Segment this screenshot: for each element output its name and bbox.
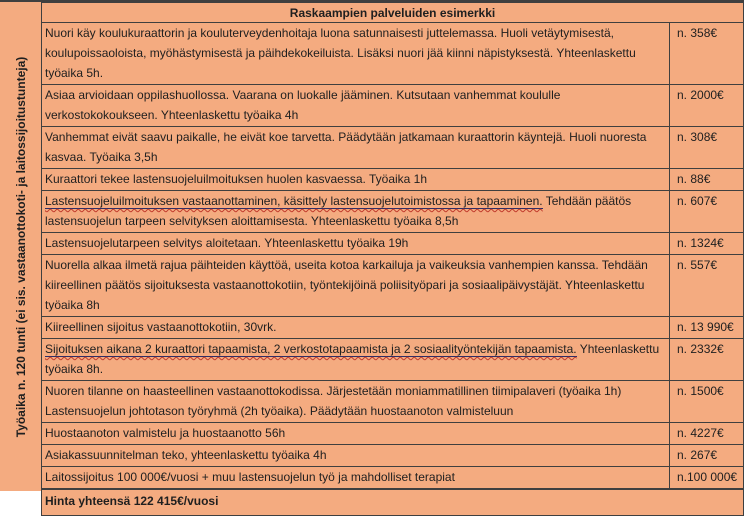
row-description: Lastensuojeluilmoituksen vastaanottaminen, käsittely lastensuojelutoimistossa ja tapaaminen. Tehdään päätös lastensuojelun tarpeen selvityksen aloittamisesta. Yhteenlaskettu työaika 8,5h [42,191,670,233]
table-row [42,467,744,490]
table-row [42,127,744,169]
row-cost: n. 358€ [670,23,744,85]
table-row [42,423,744,445]
table-title: Raskaampien palveluiden esimerkki [42,3,744,23]
row-description: Nuori käy koulukuraattorin ja kouluterveydenhoitaja luona satunnaisesti juttelemassa. Huoli vetäytymisestä, koulupoissaoloista, myöhästymisestä ja päihdekokeiluista. Lisäksi nuori jää kiinni näpistyksestä. Yhteenlaskettu työaika 5h. [42,23,670,85]
row-cost: n. 2332€ [670,339,744,381]
row-description: Laitossijoitus 100 000€/vuosi + muu lastensuojelun työ ja mahdolliset terapiat [42,467,670,490]
side-rotated-label: Työaika n. 120 tunti (ei sis. vastaanottokoti- ja laitossijoitustunteja) [13,56,28,437]
row-description: Sijoituksen aikana 2 kuraattori tapaamista, 2 verkostotapaamista ja 2 sosiaalityöntekijän tapaamista. Yhteenlaskettu työaika 8h. [42,339,670,381]
row-description: Nuoren tilanne on haasteellinen vastaanottokodissa. Järjestetään moniammatillinen tiimipalaveri (työaika 1h) Lastensuojelun johtotason työryhmä (2h työaika). Päädytään huostaanoton valmisteluun [42,381,670,423]
row-cost: n. 13 990€ [670,317,744,339]
table-row [42,233,744,255]
row-description: Kiireellinen sijoitus vastaanottokotiin, 30vrk. [42,317,670,339]
table-header-row [42,3,744,23]
table-row [42,255,744,317]
row-description: Asiakassuunnitelman teko, yhteenlaskettu työaika 4h [42,445,670,467]
row-cost: n. 607€ [670,191,744,233]
table-row [42,445,744,467]
row-description: Kuraattori tekee lastensuojeluilmoituksen huolen kasvaessa. Työaika 1h [42,169,670,191]
row-description: Huostaanoton valmistelu ja huostaanotto 56h [42,423,670,445]
row-description: Vanhemmat eivät saavu paikalle, he eivät koe tarvetta. Päädytään jatkamaan kuraattorin käyntejä. Huoli nuoresta kasvaa. Työaika 3,5h [42,127,670,169]
table-row [42,339,744,381]
row-cost: n. 2000€ [670,85,744,127]
row-underlined-text: Sijoituksen aikana 2 kuraattori tapaamista, 2 verkostotapaamista ja 2 sosiaalityöntekijän tapaamista. [45,342,577,356]
row-cost: n. 1500€ [670,381,744,423]
table-footer-row [42,489,744,516]
table-row [42,169,744,191]
row-cost: n. 1324€ [670,233,744,255]
table-row [42,23,744,85]
table-row [42,85,744,127]
row-description: Asiaa arvioidaan oppilashuollossa. Vaarana on luokalle jääminen. Kutsutaan vanhemmat koululle verkostokokoukseen. Yhteenlaskettu työaika 4h [42,85,670,127]
side-column [0,2,41,491]
row-cost: n. 88€ [670,169,744,191]
row-cost: n. 267€ [670,445,744,467]
row-cost: n. 4227€ [670,423,744,445]
row-cost: n. 557€ [670,255,744,317]
row-cost: n.100 000€ [670,467,744,490]
row-description: Nuorella alkaa ilmetä rajua päihteiden käyttöä, useita kotoa karkailuja ja vaikeuksia vanhempien kanssa. Tehdään kiireellinen päätös sijoituksesta vastaanottokotiin, työntekijöinä poliisityöpari ja sosiaalipäivystäjät. Yhteenlaskettu työaika 8h [42,255,670,317]
total-price-label: Hinta yhteensä 122 415€/vuosi [42,489,744,516]
row-underlined-text: Lastensuojeluilmoituksen vastaanottaminen, käsittely lastensuojelutoimistossa ja tapaaminen. [45,194,543,208]
row-cost: n. 308€ [670,127,744,169]
table-row [42,317,744,339]
row-description: Lastensuojelutarpeen selvitys aloitetaan. Yhteenlaskettu työaika 19h [42,233,670,255]
table-row [42,191,744,233]
table-row [42,381,744,423]
table-body [42,23,744,490]
services-cost-table [41,2,744,516]
